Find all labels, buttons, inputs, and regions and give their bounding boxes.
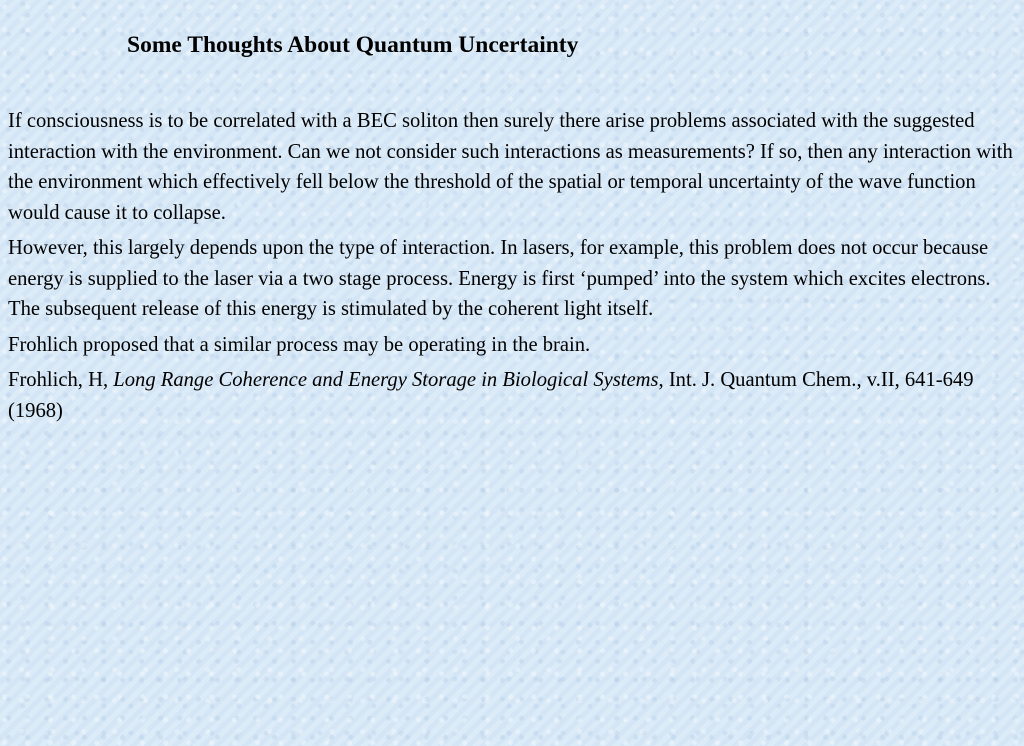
- reference: [8, 365, 1016, 426]
- paragraph-lasers: However, this largely depends upon the type of interaction. In lasers, for example, this problem does not occur because energy is supplied to the laser via a two stage process. Energy is first ‘pumped’ into the system which excites electrons. The subsequent release of this energy is stimulated by the coherent light itself.: [8, 237, 991, 320]
- paragraph-frohlich: Frohlich proposed that a similar process may be operating in the brain.: [8, 333, 591, 356]
- reference-details: , Int. J. Quantum Chem., v.II, 641-649 (1968): [8, 369, 974, 422]
- paragraph-consciousness: If consciousness is to be correlated with a BEC soliton then surely there arise problems associated with the suggested interaction with the environment. Can we not consider such interactions as measurements? If so, then any interaction with the environment which effectively fell below the threshold of the spatial or temporal uncertainty of the wave function would cause it to collapse.: [8, 110, 1013, 224]
- slide-body: [8, 106, 1016, 431]
- reference-title: Long Range Coherence and Energy Storage in Biological Systems: [113, 369, 659, 391]
- reference-author: Frohlich, H,: [8, 369, 114, 391]
- slide-title: Some Thoughts About Quantum Uncertainty: [127, 32, 579, 58]
